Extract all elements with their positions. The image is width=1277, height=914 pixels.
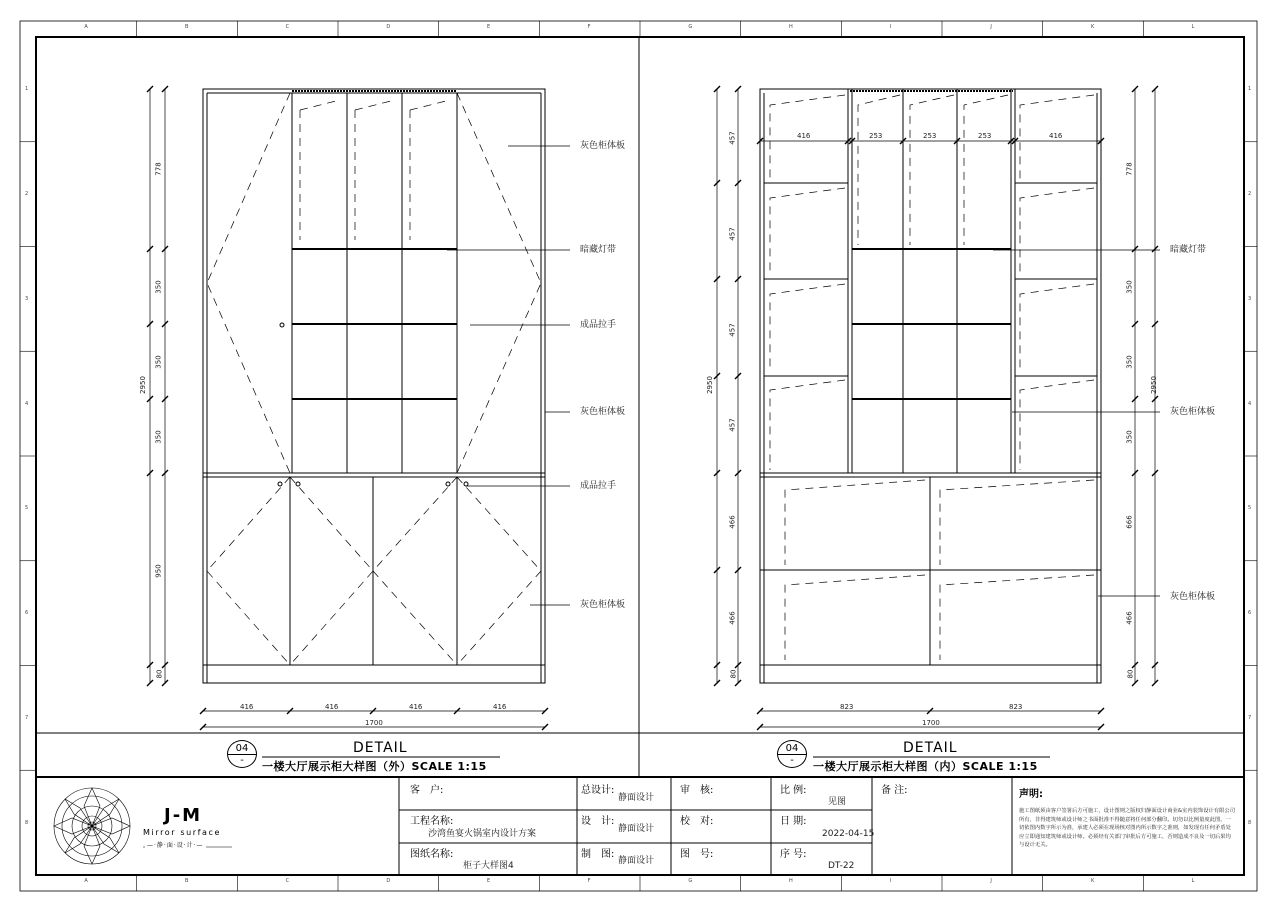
right-right-height-dim: 350 (1125, 280, 1134, 294)
grid-col-label: F (587, 24, 591, 30)
grid-col-label: A (84, 24, 88, 30)
grid-row-label: 8 (1248, 819, 1252, 826)
grid-col-label: J (990, 24, 992, 30)
right-right-height-dim: 466 (1125, 611, 1134, 625)
chief-designer-label: 总设计: (581, 785, 615, 796)
left-detail-title: DETAIL (353, 740, 408, 756)
right-total-height-left: 2950 (705, 376, 714, 394)
date-label: 日 期: (780, 816, 807, 827)
grid-row-label: 7 (1248, 714, 1252, 721)
grid-col-label: H (789, 24, 793, 30)
remarks-label: 备 注: (881, 785, 908, 796)
right-detail-bubble: 04 - (777, 740, 807, 768)
grid-col-label: H (789, 878, 793, 884)
right-top-width-dim: 416 (1049, 132, 1063, 140)
left-height-dim: 350 (154, 430, 163, 444)
left-width-dim: 416 (493, 703, 507, 711)
grid-col-label: D (386, 878, 391, 884)
grid-row-label: 6 (1248, 610, 1252, 617)
client-label: 客 户: (410, 785, 444, 796)
drawing-no-label: 图 号: (680, 849, 714, 860)
grid-row-label: 4 (1248, 400, 1252, 407)
left-label-gray-panel-2: 灰色柜体板 (580, 407, 626, 417)
chief-designer-value: 静面设计 (618, 793, 655, 803)
designer-value: 静面设计 (618, 824, 655, 834)
dimension-lines (150, 89, 1155, 727)
left-height-dim: 350 (154, 280, 163, 294)
left-label-handle-2: 成品拉手 (580, 481, 617, 491)
grid-col-label: D (386, 24, 391, 30)
logo-subtitle: Mirror surface (143, 828, 222, 837)
grid-col-label: L (1191, 24, 1195, 30)
left-total-width: 1700 (365, 719, 383, 727)
right-width-dim: 823 (1009, 703, 1023, 711)
grid-row-label: 5 (25, 505, 29, 512)
right-label-gray-panel-1: 灰色柜体板 (1170, 407, 1216, 417)
right-left-height-dim: 457 (728, 323, 737, 337)
left-label-gray-panel-1: 灰色柜体板 (580, 141, 626, 151)
left-width-dim: 416 (325, 703, 339, 711)
drawing-value: 柜子大样图4 (463, 861, 514, 871)
left-label-hidden-light: 暗藏灯带 (580, 245, 617, 255)
serial-label: 序 号: (780, 849, 807, 860)
right-right-height-dim: 666 (1125, 515, 1134, 529)
grid-col-label: I (889, 24, 892, 30)
left-height-dim: 950 (154, 564, 163, 578)
right-left-height-dim: 457 (728, 227, 737, 241)
review-label: 审 核: (680, 785, 714, 796)
check-label: 校 对: (680, 816, 714, 827)
left-cabinet-elevation (203, 89, 545, 683)
right-top-width-dim: 253 (869, 132, 883, 140)
right-detail-title: DETAIL (903, 740, 958, 756)
grid-col-label: K (1091, 24, 1095, 30)
grid-col-label: K (1091, 878, 1095, 884)
inner-frame (36, 37, 1244, 875)
left-total-height: 2950 (138, 376, 147, 394)
left-height-dim: 350 (154, 355, 163, 369)
grid-row-label: 3 (1248, 295, 1252, 302)
left-width-dim: 416 (409, 703, 423, 711)
left-detail-bubble: 04 - (227, 740, 257, 768)
project-value: 沙湾鱼宴火锅室内设计方案 (428, 829, 537, 839)
grid-col-label: B (185, 24, 189, 30)
grid-row-label: 2 (1248, 191, 1252, 198)
left-label-gray-panel-3: 灰色柜体板 (580, 600, 626, 610)
right-detail-subtitle: 一楼大厅展示柜大样图（内）SCALE 1:15 (813, 760, 1038, 773)
right-right-height-dim: 80 (1126, 669, 1135, 679)
grid-row-label: 5 (1248, 505, 1252, 512)
grid-row-label: 6 (25, 610, 29, 617)
statement-text: 施工图纸须由客户签署后方可施工，设计图则之版权归静面设计商业&室内装饰设计有限公司 所有，非得建筑师或设计师之书面批准不得随意将任何部分翻印。切勿以比例量度此图，一 切依图内数字所示为准，承建人必须在现场核对图内所示数字之准则，如发现有任何矛盾处 应立即通知建筑师或设计师。必须经有关部门审批后方可施工，否则造成不良及一切后果均 与设计无关。 (1019, 808, 1236, 849)
right-right-height-dim: 778 (1125, 162, 1134, 176)
left-width-dim: 416 (240, 703, 254, 711)
logo-title: J-M (164, 805, 203, 826)
grid-col-label: C (285, 24, 290, 30)
right-left-height-dim: 466 (728, 515, 737, 529)
right-top-width-dim: 253 (923, 132, 937, 140)
drafter-label: 制 图: (581, 849, 615, 860)
right-right-height-dim: 350 (1125, 430, 1134, 444)
grid-col-label: E (487, 24, 491, 30)
right-label-gray-panel-2: 灰色柜体板 (1170, 592, 1216, 602)
left-label-handle-1: 成品拉手 (580, 320, 617, 330)
grid-col-label: C (285, 878, 290, 884)
logo-mandala (54, 788, 130, 864)
left-height-dim: 778 (154, 162, 163, 176)
right-total-height-right: 2950 (1149, 376, 1158, 394)
grid-col-label: E (487, 878, 491, 884)
right-top-width-dim: 253 (978, 132, 992, 140)
right-top-width-dim: 416 (797, 132, 811, 140)
scale-label: 比 例: (780, 785, 807, 796)
grid-row-label: 2 (25, 191, 29, 198)
statement-label: 声明: (1019, 789, 1043, 800)
grid-row-label: 7 (25, 714, 29, 721)
grid-col-label: G (688, 24, 693, 30)
date-value: 2022-04-15 (822, 829, 875, 839)
grid-col-label: L (1191, 878, 1195, 884)
grid-row-label: 3 (25, 295, 29, 302)
grid-col-label: G (688, 878, 693, 884)
scale-value: 见图 (828, 797, 847, 807)
grid-row-label: 1 (1248, 86, 1252, 93)
drafter-value: 静面设计 (618, 856, 655, 866)
grid-col-label: A (84, 878, 88, 884)
serial-value: DT-22 (828, 861, 855, 871)
designer-label: 设 计: (581, 816, 615, 827)
right-width-dim: 823 (840, 703, 854, 711)
right-total-width: 1700 (922, 719, 940, 727)
right-left-height-dim: 80 (729, 669, 738, 679)
grid-row-label: 1 (25, 86, 29, 93)
grid-col-label: F (587, 878, 591, 884)
right-left-height-dim: 466 (728, 611, 737, 625)
left-detail-subtitle: 一楼大厅展示柜大样图（外）SCALE 1:15 (262, 760, 487, 773)
grid-row-label: 4 (25, 400, 29, 407)
right-left-height-dim: 457 (728, 418, 737, 432)
project-label: 工程名称: (410, 816, 454, 827)
right-left-height-dim: 457 (728, 131, 737, 145)
grid-row-label: 8 (25, 819, 29, 826)
grid-col-label: B (185, 878, 189, 884)
drawing-label: 图纸名称: (410, 849, 454, 860)
grid-col-label: J (990, 878, 992, 884)
right-label-hidden-light: 暗藏灯带 (1170, 245, 1207, 255)
left-height-dim: 80 (155, 669, 164, 679)
right-right-height-dim: 350 (1125, 355, 1134, 369)
right-cabinet-elevation (760, 89, 1101, 683)
logo-tagline: —·静·面·设·计·— (147, 842, 204, 849)
grid-col-label: I (889, 878, 892, 884)
